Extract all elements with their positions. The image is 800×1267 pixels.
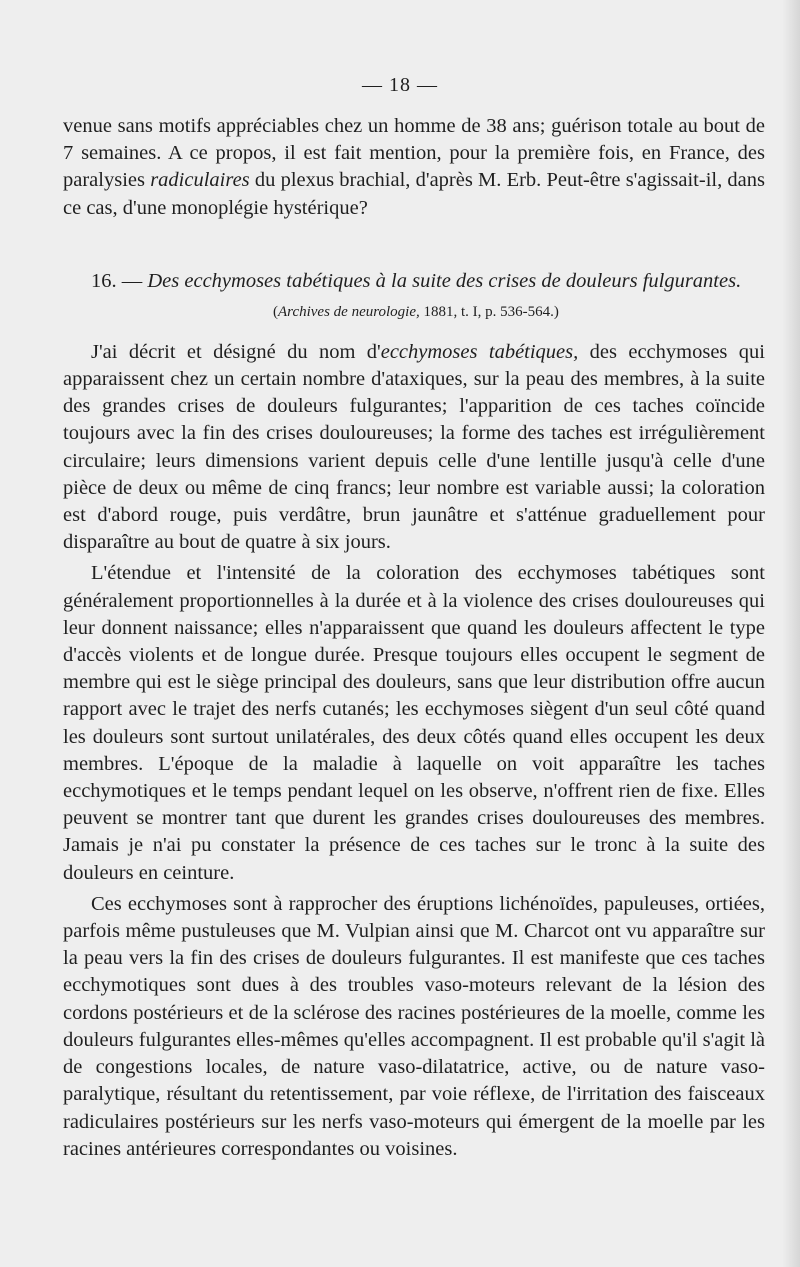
page-number: — 18 — bbox=[362, 74, 438, 96]
citation-journal: Archives de neurologie, bbox=[278, 303, 420, 320]
section-title: Des ecchymoses tabétiques à la suite des crises de douleurs fulgurantes. bbox=[147, 269, 742, 292]
citation-details: 1881, t. I, p. 536-564.) bbox=[419, 303, 559, 320]
intro-text: venue sans motifs appréciables chez un homme de 38 ans; guérison totale au bout de 7 semaines. A ce propos, il est fait mention, pour la première fois, en France, des paralysies bbox=[63, 115, 765, 192]
intro-text-after: du plexus brachial, d'après M. Erb. Peut-être s'agissait-il, dans ce cas, d'une monoplégie hystérique? bbox=[63, 169, 765, 219]
paragraph-3: Ces ecchymoses sont à rapprocher des éruptions lichénoïdes, papuleuses, ortiées, parfois même pustuleuses que M. Vulpian ainsi que M. Charcot ont vu apparaître sur la peau vers la fin des crises de douleurs fulgurantes. Il est manifeste que ces taches ecchymotiques sont dues à des troubles vaso-moteurs relevant de la lésion des cordons postérieurs et de la sclérose des racines postérieures de la moelle, comme les douleurs fulgurantes elles-mêmes qu'elles accompagnent. Il est probable qu'il s'agit là de congestions locales, de nature vaso-dilatatrice, active, ou de nature vaso-paralytique, résultant du retentissement, par voie réflexe, de l'irritation des faisceaux radiculaires postérieurs sur les nerfs vaso-moteurs qui émergent de la moelle par les racines antérieures correspondantes ou voisines. bbox=[63, 892, 765, 1160]
section-heading bbox=[63, 267, 765, 295]
page-edge-shadow bbox=[782, 0, 800, 1267]
paragraph-1 bbox=[63, 339, 765, 557]
intro-emphasis: radiculaires bbox=[150, 169, 250, 192]
section-dash: — bbox=[116, 269, 148, 292]
page-content bbox=[63, 113, 765, 1163]
section-body bbox=[63, 339, 765, 1163]
paragraph-1-text-after: des ecchymoses qui apparaissent chez un certain nombre d'ataxiques, sur la peau des membres, à la suite des grandes crises de douleurs fulgurantes; l'apparition de ces taches coïncide toujours avec la fin des crises douloureuses; la forme des taches est irrégulièrement circulaire; leurs dimensions varient depuis celle d'une lentille jusqu'à celle d'une pièce de deux ou même de cinq francs; leur nombre est variable aussi; la coloration est d'abord rouge, puis verdâtre, brun jaunâtre et s'atténue graduellement pour disparaître au bout de quatre à six jours. bbox=[63, 340, 765, 554]
intro-paragraph bbox=[63, 113, 765, 222]
citation-open: ( bbox=[273, 303, 278, 320]
paragraph-2: L'étendue et l'intensité de la coloration des ecchymoses tabétiques sont généralement proportionnelles à la durée et à la violence des crises douloureuses qui leur donnent naissance; elles n'apparaissent que quand les douleurs affectent le type d'accès violents et de longue durée. Presque toujours elles occupent le segment de membre qui est le siège principal des douleurs, sans que leur distribution offre aucun rapport avec le trajet des nerfs cutanés; les ecchymoses siègent d'un seul côté quand les douleurs sont surtout unilatérales, des deux côtés quand elles occupent les deux membres. L'époque de la maladie à laquelle on voit apparaître les taches ecchymotiques et le temps pendant lequel on les observe, n'offrent rien de fixe. Elles peuvent se montrer tant que durent les grandes crises douloureuses des membres. Jamais je n'ai pu constater la présence de ces taches sur le tronc à la suite des douleurs en ceinture. bbox=[63, 562, 765, 884]
paragraph-1-emphasis: ecchymoses tabétiques, bbox=[380, 340, 579, 363]
section-citation bbox=[63, 301, 765, 323]
paragraph-1-text: J'ai décrit et désigné du nom d' bbox=[91, 340, 381, 363]
section-number: 16. bbox=[91, 269, 117, 292]
